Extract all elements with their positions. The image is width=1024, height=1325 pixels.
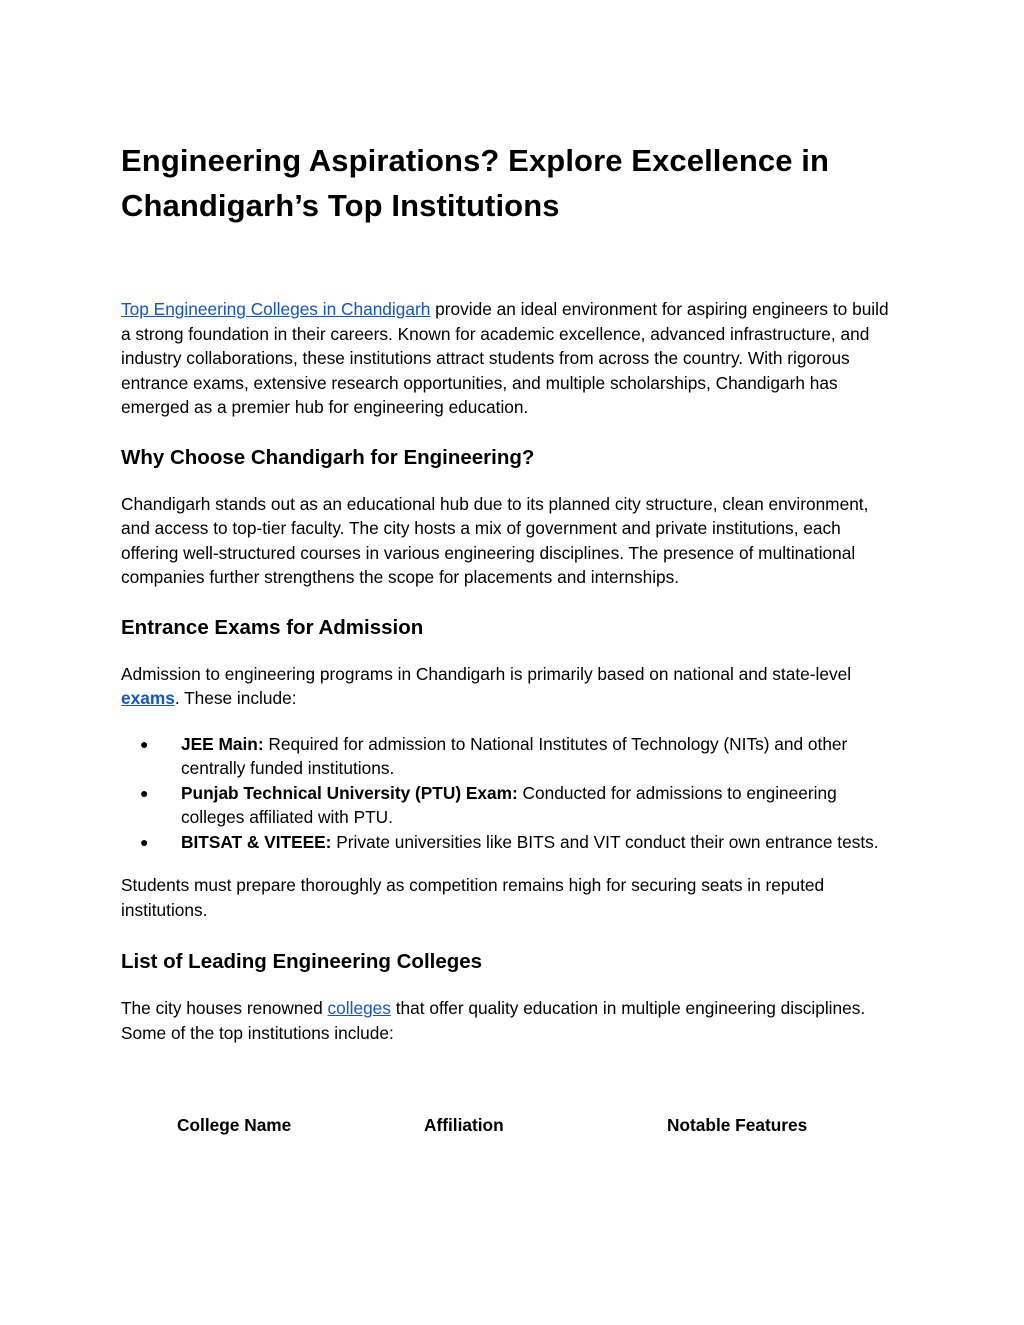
intro-paragraph xyxy=(121,297,901,420)
exam-text: Conducted for admissions to engineering colleges affiliated with PTU. xyxy=(181,782,837,827)
table-header-affiliation: Affiliation xyxy=(424,1115,504,1135)
exam-label: Punjab Technical University (PTU) Exam: xyxy=(181,782,518,803)
bullet-icon: ● xyxy=(140,784,149,801)
bullet-icon: ● xyxy=(140,833,149,850)
exam-text: Required for admission to National Institutes of Technology (NITs) and other centrally funded institutions. xyxy=(181,733,848,778)
colleges-heading: List of Leading Engineering Colleges xyxy=(121,950,483,973)
exams-text-after: . These include: xyxy=(174,688,297,708)
colleges-link[interactable]: colleges xyxy=(327,998,391,1018)
exam-text: Private universities like BITS and VIT conduct their own entrance tests. xyxy=(331,831,879,852)
intro-text: provide an ideal environment for aspiring engineers to build a strong foundation in their careers. Known for academic excellence, advanced infrastructure, and industry collaborations, these institutions attract students from across the country. With rigorous entrance exams, extensive research opportunities, and multiple scholarships, Chandigarh has emerged as a premier hub for engineering education. xyxy=(121,299,889,417)
exam-label: BITSAT & VITEEE: xyxy=(181,831,332,852)
list-item xyxy=(121,830,901,855)
exams-closing-paragraph: Students must prepare thoroughly as competition remains high for securing seats in reputed institutions. xyxy=(121,875,825,920)
list-item xyxy=(121,732,901,781)
why-heading: Why Choose Chandigarh for Engineering? xyxy=(121,445,535,469)
bullet-icon: ● xyxy=(140,735,149,752)
exams-text-before: Admission to engineering programs in Chandigarh is primarily based on national and state-level xyxy=(121,663,852,684)
exams-paragraph xyxy=(121,662,901,711)
table-header-college-name: College Name xyxy=(177,1115,292,1135)
exams-link[interactable]: exams xyxy=(121,688,175,708)
colleges-text-before: The city houses renowned xyxy=(121,998,328,1018)
exams-heading: Entrance Exams for Admission xyxy=(121,615,424,639)
why-paragraph: Chandigarh stands out as an educational hub due to its planned city structure, clean environment, and access to top-tier faculty. The city hosts a mix of government and private institutions, each offering well-structured courses in various engineering disciplines. The presence of multinational companies further strengthens the scope for placements and internships. xyxy=(121,493,869,587)
table-header-row xyxy=(0,1115,1024,1137)
list-item xyxy=(121,781,901,830)
top-colleges-link[interactable]: Top Engineering Colleges in Chandigarh xyxy=(121,299,431,319)
document-title: Engineering Aspirations? Explore Excellence in Chandigarh’s Top Institutions xyxy=(121,143,830,223)
colleges-paragraph xyxy=(121,996,901,1045)
exam-list xyxy=(121,732,901,855)
exam-label: JEE Main: xyxy=(181,733,264,754)
table-header-notable-features: Notable Features xyxy=(667,1115,808,1135)
document-page xyxy=(121,138,901,1045)
colleges-text-after: that offer quality education in multiple engineering disciplines. Some of the top institutions include: xyxy=(121,998,866,1043)
